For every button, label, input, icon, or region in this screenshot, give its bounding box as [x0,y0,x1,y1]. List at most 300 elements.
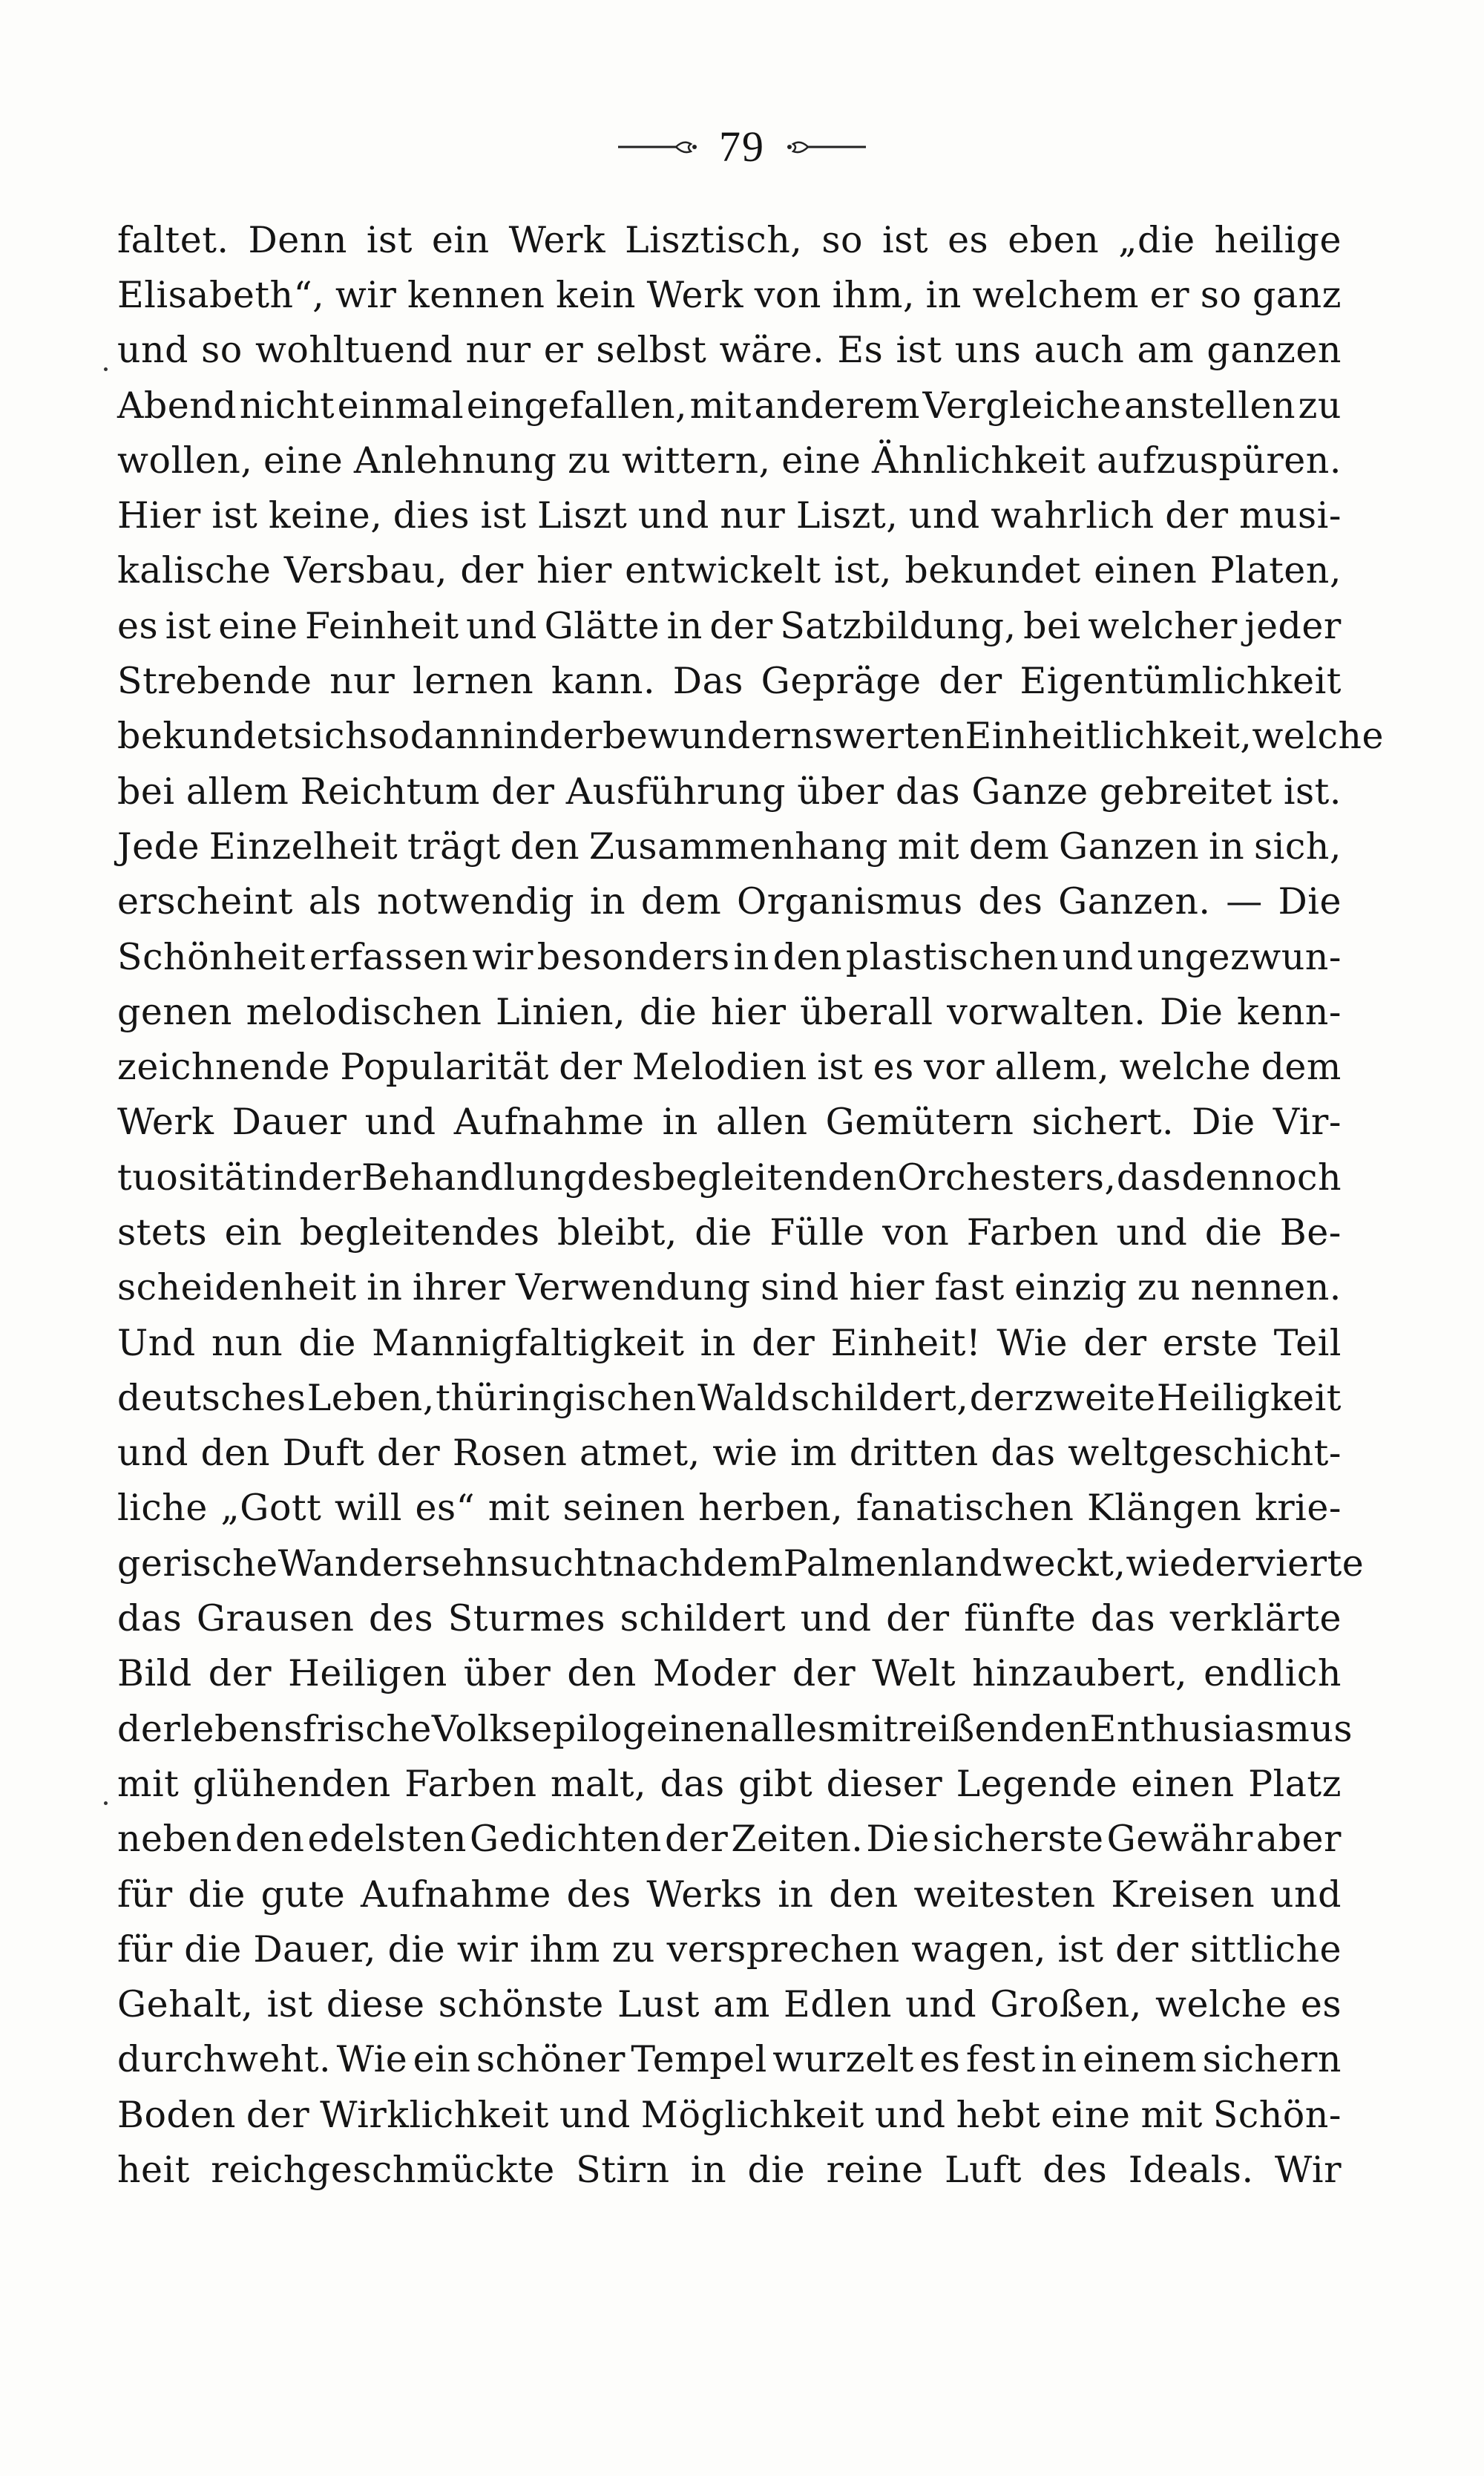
word: wie [1126,1542,1192,1585]
word: hebt [956,2093,1041,2136]
word: Grausen [196,1597,355,1640]
word: hier [710,990,787,1033]
word: Ideals. [1128,2149,1254,2192]
word: eine [263,439,344,482]
word: Palmenland [783,1542,1003,1585]
word: in [925,273,962,316]
word: das [895,770,961,813]
word: ein [224,1211,283,1254]
word: wohltuend [255,329,453,372]
text-line [117,598,1342,653]
word: Kreisen [1111,1873,1255,1916]
word: in [666,604,703,647]
word: es [1300,1983,1342,2026]
word: nur [465,329,531,372]
word: lebensfrische [180,1707,432,1750]
word: zeichnende [117,1046,330,1089]
word: überall [800,990,933,1033]
word: dritten [849,1432,979,1475]
word: hinzaubert, [972,1652,1188,1695]
word: der [886,1597,950,1640]
word: bei [117,770,175,813]
word: Abend [117,384,237,427]
word: so [201,329,243,372]
word: Ganzen. [1058,880,1211,923]
word: in [1209,825,1245,868]
word: den [200,1432,271,1475]
word: und [559,2093,631,2136]
word: Satzbildung, [780,604,1017,647]
word: reichgeschmückte [211,2149,555,2192]
word: faltet. [117,218,229,261]
word: Liszt [536,494,628,537]
word: keine, [268,494,383,537]
word: Hier [117,494,201,537]
word: dennoch [1181,1156,1342,1199]
word: Leben, [306,1376,435,1419]
text-line [117,2087,1342,2142]
word: den [510,825,580,868]
word: es [117,604,159,647]
word: einem [1082,2038,1198,2081]
word: der [709,604,773,647]
word: für [117,1928,173,1971]
word: allem [186,770,289,813]
word: schildert [620,1597,787,1640]
word: verklärte [1169,1597,1342,1640]
word: ein [431,218,490,261]
word: über [797,770,884,813]
word: nennen. [1190,1266,1342,1309]
word: Möglichkeit [640,2093,864,2136]
word: Linien, [496,990,626,1033]
word: der [246,2093,310,2136]
word: das [1090,1597,1156,1640]
word: die [747,2149,806,2192]
word: bewundernswerten [602,715,965,758]
word: der [1165,494,1229,537]
word: Farben [966,1211,1099,1254]
word: fünfte [964,1597,1077,1640]
word: das [991,1432,1056,1475]
word: scheidenheit [117,1266,357,1309]
word: anderem [754,384,920,427]
word: mit [117,1762,180,1805]
word: genen [117,990,232,1033]
text-line [117,874,1342,929]
word: Enthusiasmus [1089,1707,1353,1750]
word: gebreitet [1099,770,1273,813]
word: erscheint [117,880,293,923]
word: ist, [833,549,893,592]
word: aber [1255,1818,1342,1861]
word: einen [646,1707,750,1750]
word: und [1270,1873,1342,1916]
word: ist [817,1046,864,1089]
word: er [543,329,584,372]
word: mit [689,384,752,427]
word: sittliche [1189,1928,1342,1971]
word: Klängen [1087,1487,1242,1530]
word: in [1041,2038,1077,2081]
word: sicherste [932,1818,1104,1861]
word: Organismus [736,880,963,923]
text-line [117,1977,1342,2032]
text-line [117,929,1342,984]
word: Ähnlichkeit [872,439,1086,482]
text-line [117,1039,1342,1094]
word: versprechen [666,1928,900,1971]
word: nur [329,660,395,703]
word: der [1191,1542,1255,1585]
word: des [978,880,1043,923]
word: Gedichten [470,1818,662,1861]
word: und [466,604,538,647]
word: ist [366,218,413,261]
word: Denn [248,218,347,261]
word: Zusammenhang [588,825,888,868]
word: Einheitlichkeit, [965,715,1252,758]
word: so [1200,273,1242,316]
text-line [117,2032,1342,2087]
word: glühenden [192,1762,391,1805]
word: und [1062,935,1134,978]
text-line [117,267,1342,322]
word: der [491,770,555,813]
word: lernen [412,660,534,703]
text-line [117,212,1342,267]
word: thüringischen [436,1376,697,1419]
word: Stirn [576,2149,670,2192]
word: Dauer [232,1101,347,1144]
word: Teil [1273,1321,1342,1364]
word: Legende [956,1762,1117,1805]
word: Wandersehnsucht [278,1542,613,1585]
word: die [188,1873,246,1916]
word: Gepräge [761,660,922,703]
word: dieser [826,1762,943,1805]
word: plastischen [845,935,1059,978]
word: Das [672,660,743,703]
word: der [559,1046,623,1089]
word: aufzuspüren. [1097,439,1342,482]
word: ist [896,329,942,372]
word: Wir [1274,2149,1342,2192]
word: auch [1034,329,1125,372]
word: im [790,1432,838,1475]
word: in [662,1101,698,1144]
word: hier [536,549,612,592]
text-line [117,1591,1342,1645]
text-line [117,1370,1342,1425]
word: ist. [1283,770,1342,813]
word: vierte [1254,1542,1365,1585]
word: Sturmes [447,1597,605,1640]
word: die [184,1928,242,1971]
text-line [117,1481,1342,1536]
text-line [117,1756,1342,1811]
text-line [117,1260,1342,1315]
word: nun [211,1321,283,1364]
text-line [117,1095,1342,1150]
word: Glätte [544,604,660,647]
word: eine [218,604,298,647]
word: es [919,2038,961,2081]
word: und [117,1432,188,1475]
word: ihrer [412,1266,506,1309]
word: Werk [646,273,744,316]
word: gerische [117,1542,278,1585]
left-ornament-icon [618,132,700,162]
word: wahrlich [991,494,1155,537]
word: welche [1119,1046,1252,1089]
word: Ausführung [565,770,786,813]
word: mit [897,825,960,868]
word: es [873,1046,914,1089]
word: gibt [738,1762,813,1805]
text-line [117,1701,1353,1756]
word: in [733,935,769,978]
word: welcher [1088,604,1238,647]
word: der [376,1432,441,1475]
word: Wie [997,1321,1068,1364]
word: liche [117,1487,208,1530]
word: Lisztisch, [625,218,803,261]
word: Be- [1279,1211,1342,1254]
word: weckt, [1002,1542,1126,1585]
word: des [369,1597,434,1640]
word: wagen, [911,1928,1046,1971]
word: wie [712,1432,778,1475]
word: Tempel [631,2038,767,2081]
word: Vir- [1273,1101,1342,1144]
word: das [660,1762,725,1805]
text-line [117,1205,1342,1260]
word: des [566,1873,631,1916]
word: anstellen [1124,384,1296,427]
word: neben [117,1818,232,1861]
word: und [800,1597,872,1640]
word: Elisabeth“, [117,273,325,316]
word: den [772,935,843,978]
word: in [589,880,626,923]
word: das [117,1597,183,1640]
word: tuosität [117,1156,262,1199]
word: die [1204,1211,1263,1254]
word: ganzen [1206,329,1342,372]
word: vorwalten. [947,990,1146,1033]
word: hier [849,1266,925,1309]
word: in [700,1321,736,1364]
word: krie- [1255,1487,1342,1530]
text-line [117,984,1342,1039]
word: in [261,1156,298,1199]
word: zu [1298,384,1342,427]
word: sich [293,715,370,758]
word: in [367,1266,403,1309]
word: Wirklichkeit [320,2093,549,2136]
word: edelsten [307,1818,467,1861]
word: Werk [508,218,606,261]
word: der [969,1376,1033,1419]
word: der [939,660,1002,703]
word: ist [266,1983,313,2026]
word: wir [335,273,397,316]
text-line [117,323,1342,378]
word: der [460,549,524,592]
word: als [308,880,362,923]
word: ist [211,494,258,537]
word: Popularität [340,1046,549,1089]
word: Heiligkeit [1156,1376,1342,1419]
word: Farben [404,1762,537,1805]
word: kennen [407,273,545,316]
word: trägt [407,825,501,868]
word: Gewähr [1106,1818,1253,1861]
margin-dot [104,1801,108,1805]
word: „Gott [220,1487,322,1530]
word: sind [761,1266,839,1309]
word: Platz [1248,1762,1342,1805]
word: der [664,1818,729,1861]
text-line [117,543,1342,598]
word: heit [117,2149,190,2192]
text-line [117,488,1342,543]
word: Edlen [784,1983,892,2026]
word: bekundet [904,549,1081,592]
text-line [117,1315,1342,1370]
word: dies [393,494,470,537]
word: des [587,1156,652,1199]
word: der [792,1652,856,1695]
word: begleitendes [299,1211,540,1254]
word: Mannigfaltigkeit [372,1321,685,1364]
word: welche [1155,1983,1287,2026]
word: nach [612,1542,703,1585]
word: Gehalt, [117,1983,254,2026]
word: die [387,1928,446,1971]
word: am [1137,329,1195,372]
text-line [117,1646,1342,1701]
word: Die [866,1818,930,1861]
word: die [639,990,697,1033]
word: entwickelt [625,549,821,592]
word: bekundet [117,715,294,758]
text-line [117,653,1342,708]
word: Die [1278,880,1342,923]
word: er [1149,273,1190,316]
word: musi- [1238,494,1342,537]
word: ihm [529,1928,601,1971]
word: gute [260,1873,346,1916]
word: von [754,273,821,316]
word: sichern [1202,2038,1342,2081]
word: endlich [1204,1652,1342,1695]
word: der [752,1321,815,1364]
word: der [298,1156,361,1199]
word: über [463,1652,551,1695]
word: Die [1159,990,1224,1033]
word: für [117,1873,173,1916]
word: ein [413,2038,471,2081]
word: — [1226,880,1263,923]
word: Fülle [769,1211,865,1254]
word: der [539,715,603,758]
word: und [908,494,980,537]
word: der [1115,1928,1179,1971]
word: weltgeschicht- [1068,1432,1342,1475]
word: herben, [698,1487,844,1530]
word: Boden [117,2093,236,2136]
word: seinen [562,1487,686,1530]
word: zweite [1034,1376,1156,1419]
word: Luft [944,2149,1022,2192]
word: will [334,1487,402,1530]
word: allen [715,1101,808,1144]
word: deutsches [117,1376,306,1419]
word: Jede [117,825,200,868]
word: kann. [551,660,656,703]
word: kenn- [1237,990,1342,1033]
word: melodischen [246,990,482,1033]
word: „die [1118,218,1195,261]
word: selbst [596,329,707,372]
text-line [117,1922,1342,1976]
word: schönste [438,1983,604,2026]
word: ist [480,494,527,537]
word: wurzelt [772,2038,914,2081]
word: Bild [117,1652,192,1695]
word: Platen, [1209,549,1342,592]
word: sich, [1254,825,1342,868]
word: und [637,494,709,537]
word: Strebende [117,660,312,703]
word: einen [1131,1762,1235,1805]
text-line [117,1536,1365,1591]
word: stets [117,1211,208,1254]
word: besonders [536,935,730,978]
word: ist [882,218,929,261]
word: eine [1051,2093,1131,2136]
word: so [821,218,864,261]
word: Behandlung [361,1156,587,1199]
word: das [1116,1156,1182,1199]
word: eine [781,439,861,482]
word: Schön- [1212,2093,1342,2136]
word: Und [117,1321,196,1364]
word: wir [456,1928,519,1971]
text-line [117,2142,1342,2197]
word: notwendig [377,880,575,923]
text-line [117,1426,1342,1481]
word: Liszt, [795,494,899,537]
word: Rosen [452,1432,568,1475]
word: am [713,1983,770,2026]
word: ganz [1252,273,1342,316]
word: Ganzen [1058,825,1200,868]
word: Ganze [971,770,1089,813]
word: nur [720,494,786,537]
word: Versbau, [283,549,447,592]
word: dem [640,880,722,923]
word: eingefallen, [466,384,688,427]
word: und [364,1101,436,1144]
text-line [117,709,1384,764]
word: Werks [646,1873,763,1916]
text-line [117,1867,1342,1922]
word: fanatischen [856,1487,1074,1530]
word: und [905,1983,977,2026]
